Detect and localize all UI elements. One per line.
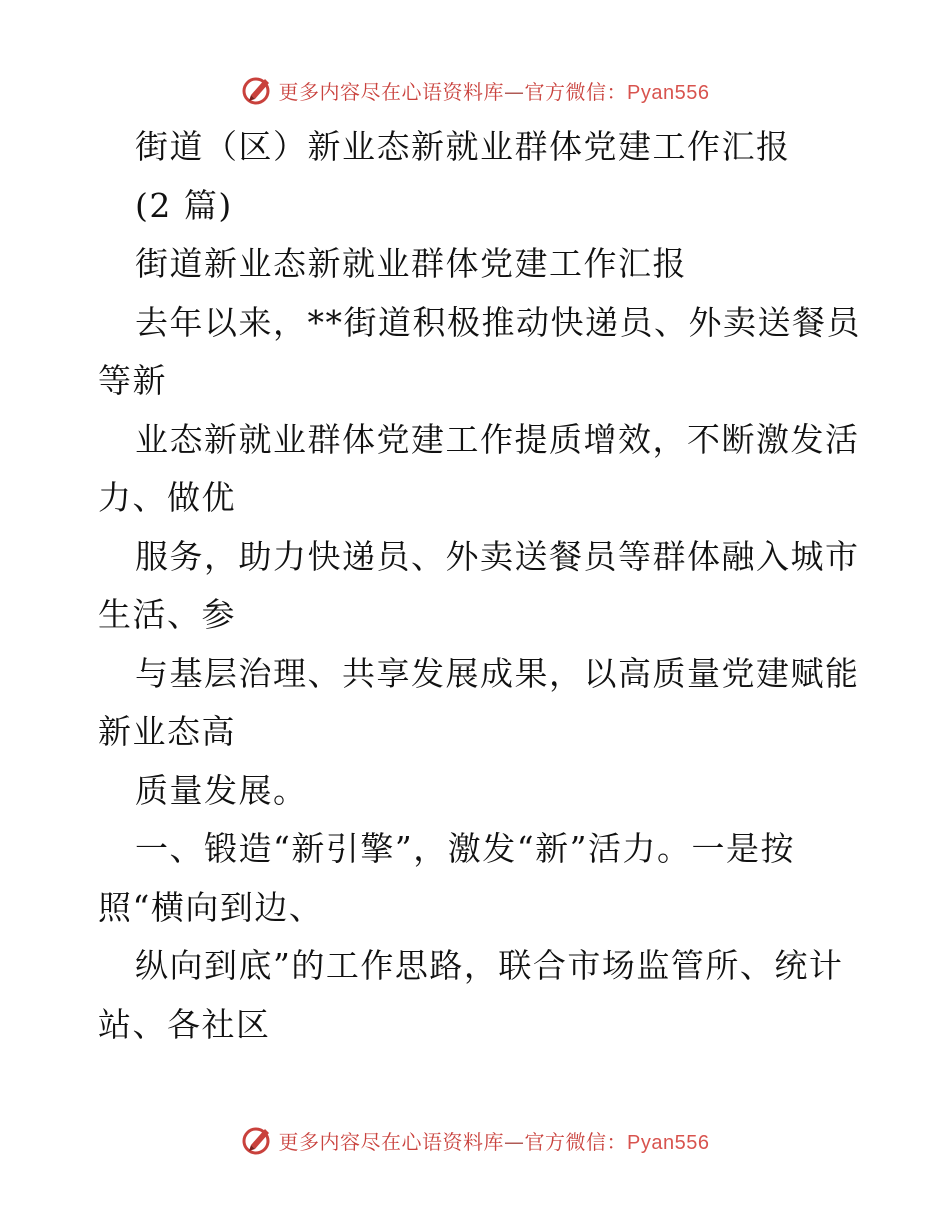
pen-nib-logo-icon	[241, 73, 275, 107]
pen-nib-logo-icon	[241, 1123, 275, 1157]
document-subtitle: 街道新业态新就业群体党建工作汇报	[135, 244, 687, 283]
paragraph-line: 等新	[98, 361, 167, 400]
paragraph-line: 一、锻造“新引擎”，激发“新”活力。一是按	[135, 829, 795, 868]
document-title-count: (2 篇)	[135, 185, 233, 225]
paragraph-line: 生活、参	[98, 595, 236, 634]
paragraph-line: 业态新就业群体党建工作提质增效，不断激发活	[135, 419, 860, 459]
document-title: 街道（区）新业态新就业群体党建工作汇报	[135, 127, 791, 166]
watermark-separator: —	[504, 1129, 525, 1154]
paragraph-line: 去年以来，**街道积极推动快递员、外卖送餐员	[135, 302, 861, 342]
paragraph-line: 质量发展。	[135, 770, 308, 810]
watermark-account: Pyan556	[627, 1131, 710, 1154]
paragraph-line: 照“横向到边、	[98, 887, 324, 927]
paragraph-line: 站、各社区	[98, 1004, 271, 1044]
header-watermark	[0, 72, 950, 108]
paragraph-line: 纵向到底”的工作思路，联合市场监管所、统计	[135, 946, 844, 985]
watermark-separator: —	[504, 79, 525, 104]
watermark-wechat-label: 官方微信：	[524, 79, 628, 104]
paragraph-line: 与基层治理、共享发展成果，以高质量党建赋能	[135, 653, 860, 693]
paragraph-line: 力、做优	[98, 478, 236, 517]
watermark-text: 更多内容尽在心语资料库	[278, 79, 505, 104]
watermark-account: Pyan556	[627, 81, 710, 104]
document-body	[98, 118, 861, 1054]
footer-watermark	[0, 1122, 950, 1158]
paragraph-line: 服务，助力快递员、外卖送餐员等群体融入城市	[135, 536, 860, 576]
watermark-text: 更多内容尽在心语资料库	[278, 1129, 505, 1154]
watermark-wechat-label: 官方微信：	[524, 1129, 628, 1154]
paragraph-line: 新业态高	[98, 712, 236, 751]
